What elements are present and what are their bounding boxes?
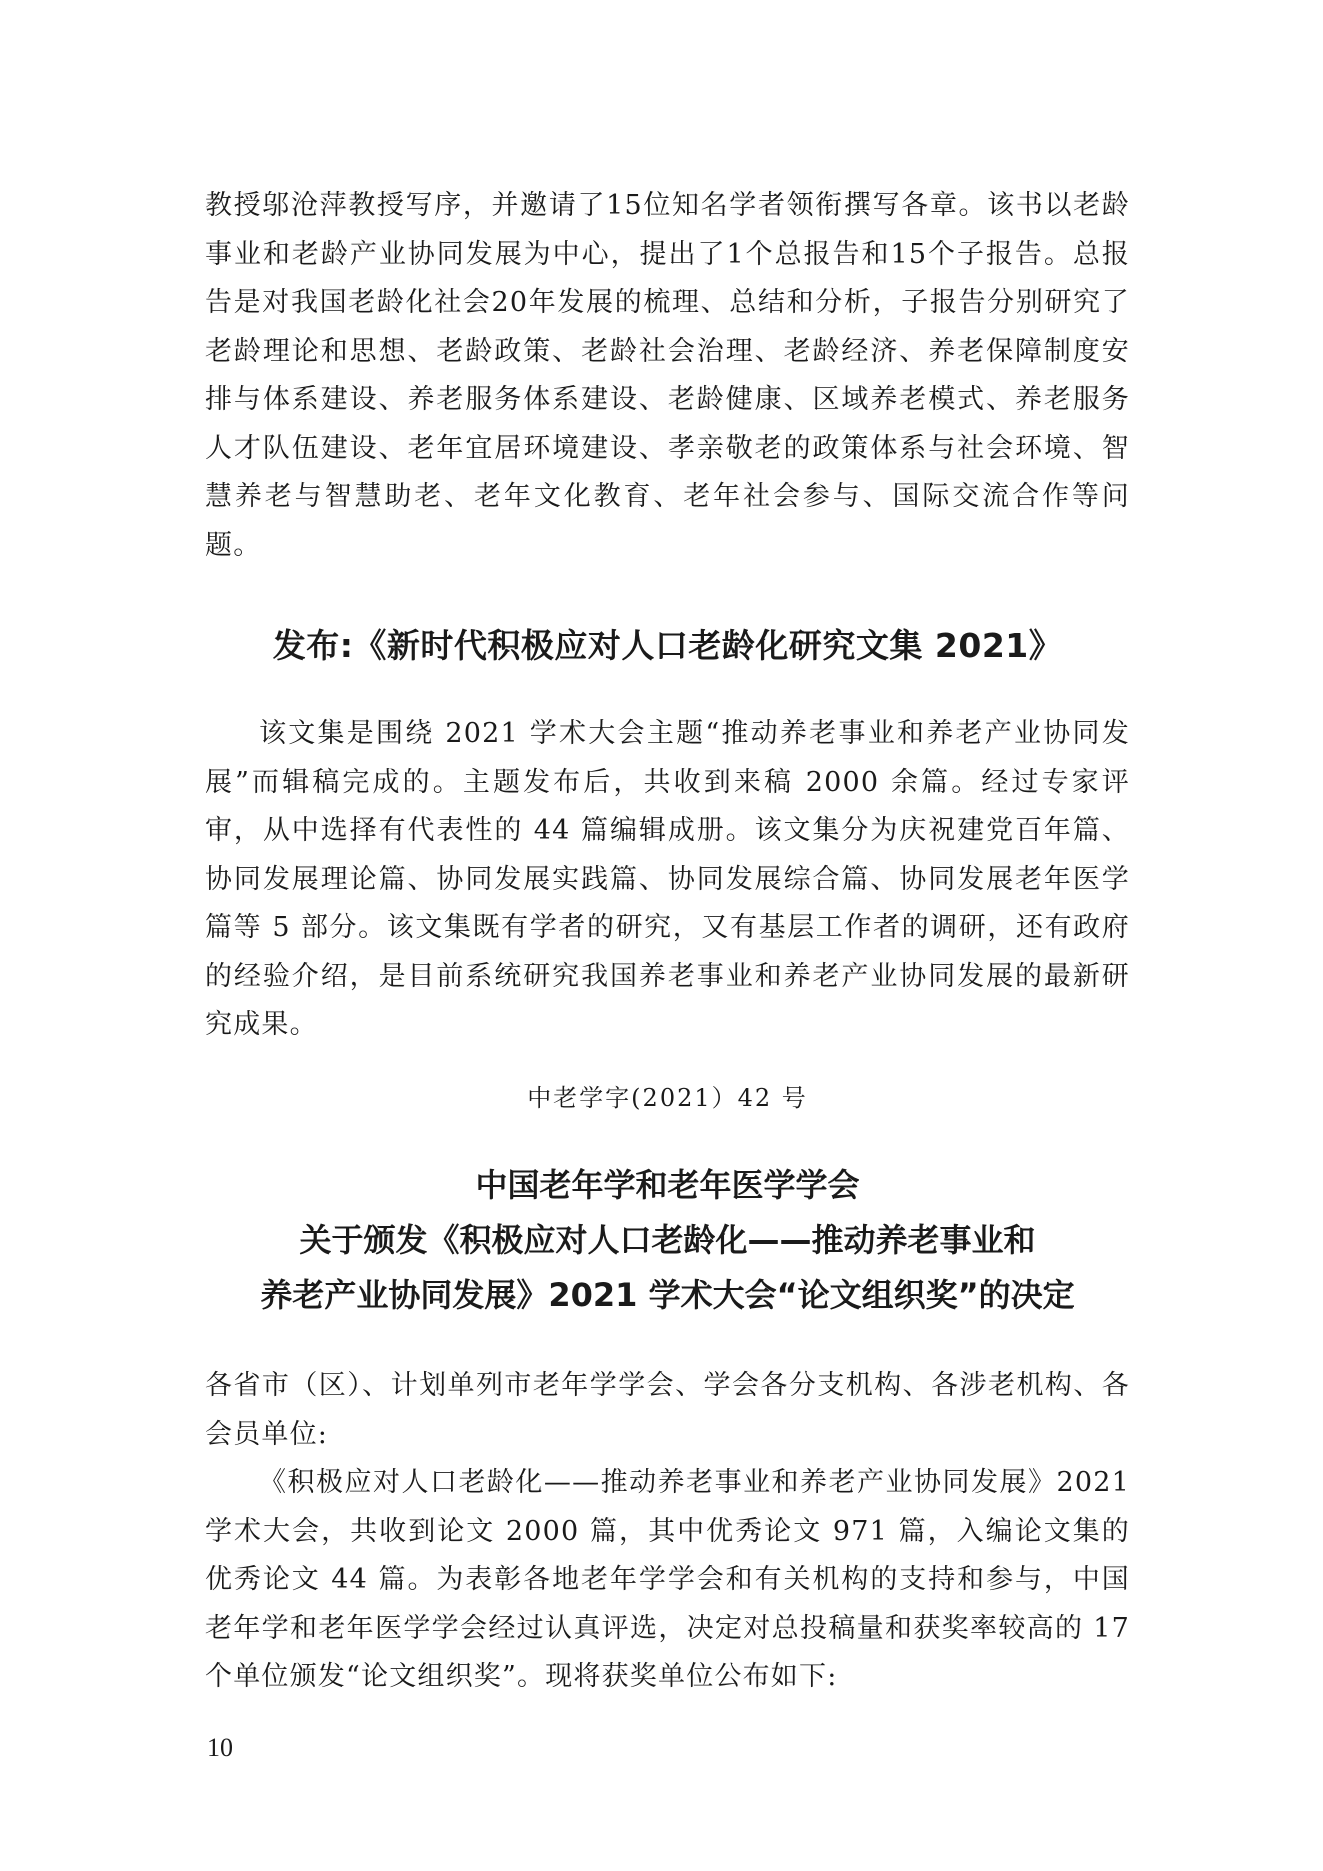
release-section-title: 发布:《新时代积极应对人口老龄化研究文集 2021》: [272, 626, 1063, 665]
decision-title-line-2: 关于颁发《积极应对人口老龄化——推动养老事业和: [299, 1221, 1036, 1259]
decision-title: [195, 1158, 1140, 1323]
decision-title-line-1: 中国老年学和老年医学学会: [475, 1166, 860, 1204]
decision-title-line-3: 养老产业协同发展》2021 学术大会“论文组织奖”的决定: [260, 1276, 1075, 1314]
page-number: 10: [207, 1733, 233, 1762]
document-number: 中老学字(2021）42 号: [527, 1084, 808, 1112]
decision-body: [205, 1362, 1130, 1702]
intro-section: [205, 182, 1130, 570]
salutation: 各省市（区）、计划单列市老年学学会、学会各分支机构、各涉老机构、各会员单位:: [205, 1370, 1130, 1450]
release-paragraph: 该文集是围绕 2021 学术大会主题“推动养老事业和养老产业协同发展”而辑稿完成的。主题发布后，共收到来稿 2000 余篇。经过专家评审，从中选择有代表性的 44 篇编辑成册。该文集分为庆祝建党百年篇、协同发展理论篇、协同发展实践篇、协同发展综合篇、协同发展老年医学篇等 5 部分。该文集既有学者的研究，又有基层工作者的调研，还有政府的经验介绍，是目前系统研究我国养老事业和养老产业协同发展的最新研究成果。: [205, 718, 1130, 1040]
release-section: [205, 710, 1130, 1050]
decision-paragraph: 《积极应对人口老龄化——推动养老事业和养老产业协同发展》2021 学术大会，共收到论文 2000 篇，其中优秀论文 971 篇，入编论文集的优秀论文 44 篇。为表彰各地老年学学会和有关机构的支持和参与，中国老年学和老年医学学会经过认真评选，决定对总投稿量和获奖率较高的 17 个单位颁发“论文组织奖”。现将获奖单位公布如下:: [205, 1467, 1130, 1692]
intro-paragraph: 教授邬沧萍教授写序，并邀请了15位知名学者领衔撰写各章。该书以老龄事业和老龄产业协同发展为中心，提出了1个总报告和15个子报告。总报告是对我国老龄化社会20年发展的梳理、总结和分析，子报告分别研究了老龄理论和思想、老龄政策、老龄社会治理、老龄经济、养老保障制度安排与体系建设、养老服务体系建设、老龄健康、区域养老模式、养老服务人才队伍建设、老年宜居环境建设、孝亲敬老的政策体系与社会环境、智慧养老与智慧助老、老年文化教育、老年社会参与、国际交流合作等问题。: [205, 190, 1130, 561]
